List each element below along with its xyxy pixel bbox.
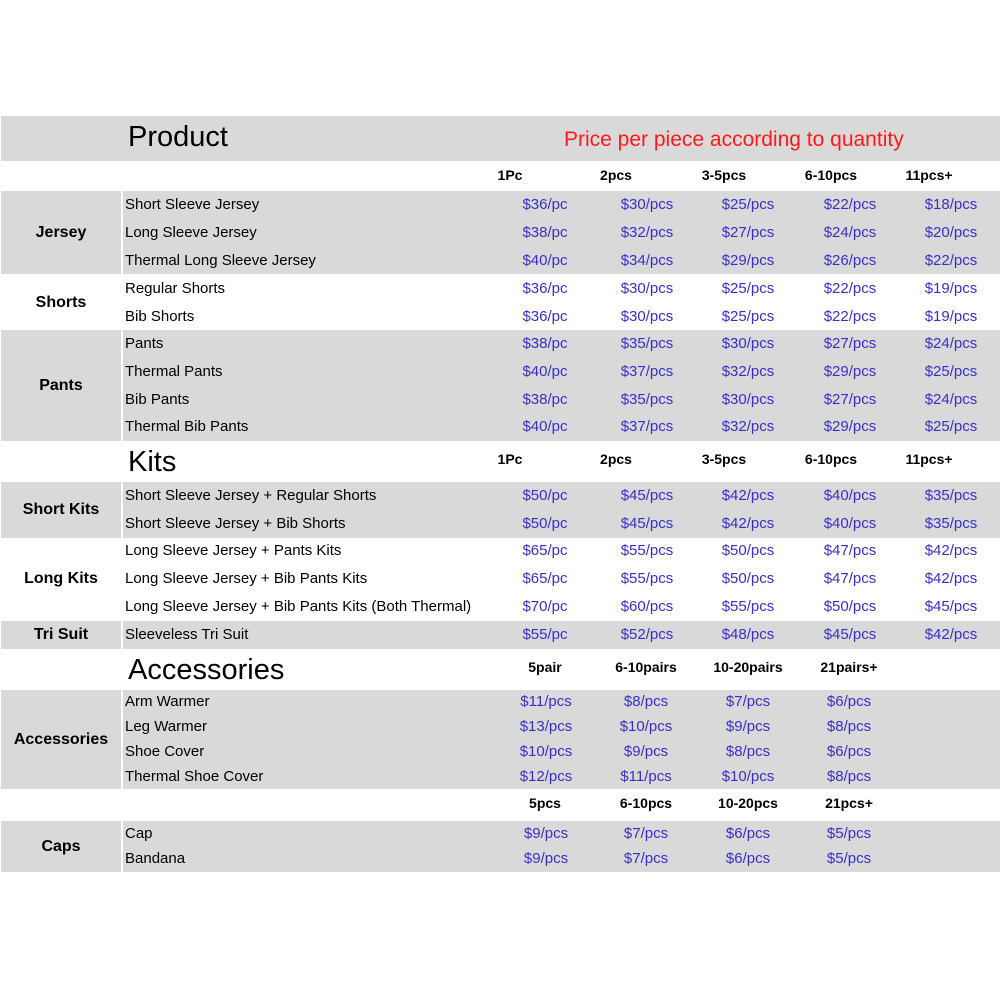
- price-note: Price per piece according to quantity: [564, 128, 904, 151]
- product-name: Sleeveless Tri Suit: [125, 625, 249, 643]
- category-label: Long Kits: [24, 569, 98, 587]
- price-cell: $25/pcs: [721, 307, 775, 325]
- price-cell: $35/pcs: [620, 334, 674, 352]
- price-cell: $26/pcs: [823, 251, 877, 269]
- price-cell: $47/pcs: [823, 569, 877, 587]
- price-cell: $24/pcs: [823, 223, 877, 241]
- price-cell: $8/pcs: [826, 767, 872, 785]
- price-cell: $9/pcs: [523, 850, 569, 868]
- price-cell: $5/pcs: [826, 850, 872, 868]
- price-cell: $65/pc: [522, 569, 568, 587]
- price-cell: $50/pcs: [721, 541, 775, 559]
- price-cell: $10/pcs: [721, 767, 775, 785]
- section-title: Kits: [128, 446, 177, 478]
- price-cell: $60/pcs: [620, 597, 674, 615]
- product-title: Product: [128, 121, 228, 153]
- product-name: Short Sleeve Jersey + Regular Shorts: [125, 486, 377, 504]
- price-cell: $12/pcs: [519, 767, 573, 785]
- category-label: Short Kits: [22, 501, 100, 518]
- price-cell: $7/pcs: [623, 850, 669, 868]
- product-name: Long Sleeve Jersey + Bib Pants Kits (Both Thermal): [125, 597, 472, 615]
- quantity-header: 21pcs+: [825, 795, 873, 811]
- price-cell: $38/pc: [522, 223, 568, 241]
- quantity-header: 6-10pcs: [804, 167, 858, 183]
- price-cell: $7/pcs: [725, 693, 771, 711]
- price-cell: $42/pcs: [721, 486, 775, 504]
- price-cell: $40/pcs: [823, 514, 877, 532]
- quantity-header: 6-10pcs: [804, 451, 858, 467]
- price-cell: $9/pcs: [725, 718, 771, 736]
- price-cell: $6/pcs: [826, 693, 872, 711]
- category-label: Caps: [41, 837, 81, 855]
- price-cell: $36/pc: [522, 195, 568, 213]
- product-name: Thermal Pants: [125, 362, 223, 380]
- price-cell: $11/pcs: [520, 693, 572, 711]
- quantity-header: 3-5pcs: [701, 451, 747, 467]
- section-title: Accessories: [128, 654, 285, 686]
- quantity-header: 21pairs+: [820, 659, 878, 675]
- quantity-header: 5pcs: [529, 795, 561, 811]
- price-cell: $42/pcs: [721, 514, 775, 532]
- price-cell: $32/pcs: [721, 362, 775, 380]
- product-name: Long Sleeve Jersey + Bib Pants Kits: [125, 569, 368, 587]
- price-cell: $50/pcs: [721, 569, 775, 587]
- price-cell: $50/pcs: [823, 597, 877, 615]
- quantity-header: 6-10pairs: [615, 659, 677, 675]
- price-cell: $55/pcs: [620, 569, 674, 587]
- price-cell: $45/pcs: [924, 597, 978, 615]
- price-cell: $40/pcs: [823, 486, 877, 504]
- price-cell: $22/pcs: [823, 279, 877, 297]
- product-name: Short Sleeve Jersey: [125, 195, 260, 213]
- price-cell: $9/pcs: [523, 824, 569, 842]
- price-cell: $50/pc: [522, 486, 568, 504]
- price-cell: $35/pcs: [620, 390, 674, 408]
- price-cell: $19/pcs: [924, 279, 978, 297]
- product-name: Bib Pants: [125, 390, 190, 408]
- price-cell: $29/pcs: [823, 362, 877, 380]
- price-cell: $19/pcs: [924, 307, 978, 325]
- price-cell: $52/pcs: [620, 625, 674, 643]
- price-cell: $38/pc: [522, 390, 568, 408]
- quantity-header: 2pcs: [600, 167, 632, 183]
- quantity-header: 1Pc: [497, 451, 523, 467]
- category-label: Tri Suit: [33, 626, 89, 643]
- price-cell: $32/pcs: [620, 223, 674, 241]
- price-cell: $24/pcs: [924, 334, 978, 352]
- price-cell: $40/pc: [522, 418, 568, 436]
- category-label: Shorts: [35, 294, 87, 311]
- price-cell: $8/pcs: [623, 693, 669, 711]
- price-cell: $38/pc: [522, 334, 568, 352]
- price-cell: $27/pcs: [721, 223, 775, 241]
- price-cell: $35/pcs: [924, 514, 978, 532]
- product-name: Long Sleeve Jersey + Pants Kits: [125, 541, 342, 559]
- price-cell: $42/pcs: [924, 541, 978, 559]
- price-cell: $45/pcs: [620, 514, 674, 532]
- product-name: Leg Warmer: [125, 718, 207, 736]
- price-cell: $10/pcs: [519, 743, 573, 760]
- price-cell: $45/pcs: [823, 625, 877, 643]
- price-cell: $30/pcs: [620, 195, 674, 213]
- price-cell: $25/pcs: [924, 418, 978, 436]
- price-cell: $36/pc: [522, 279, 568, 297]
- price-cell: $47/pcs: [823, 541, 877, 559]
- price-cell: $70/pc: [522, 597, 568, 615]
- price-cell: $42/pcs: [924, 625, 978, 643]
- price-cell: $6/pcs: [725, 824, 771, 842]
- price-cell: $55/pcs: [620, 541, 674, 559]
- quantity-header: 11pcs+: [905, 451, 953, 467]
- product-name: Thermal Bib Pants: [125, 418, 249, 436]
- category-label: Jersey: [35, 223, 87, 241]
- quantity-header: 2pcs: [600, 451, 632, 467]
- price-cell: $40/pc: [522, 362, 568, 380]
- product-name: Cap: [125, 824, 153, 842]
- price-cell: $35/pcs: [924, 486, 978, 504]
- quantity-header: 3-5pcs: [701, 167, 747, 183]
- price-cell: $22/pcs: [823, 307, 877, 325]
- product-name: Thermal Long Sleeve Jersey: [125, 251, 316, 269]
- price-cell: $27/pcs: [823, 390, 877, 408]
- price-cell: $24/pcs: [924, 390, 978, 408]
- price-cell: $48/pcs: [721, 625, 775, 643]
- product-name: Pants: [125, 334, 164, 352]
- price-cell: $45/pcs: [620, 486, 674, 504]
- category-label: Accessories: [13, 730, 109, 748]
- price-cell: $42/pcs: [924, 569, 978, 587]
- product-name: Bib Shorts: [125, 307, 195, 325]
- product-name: Arm Warmer: [125, 693, 210, 711]
- category-label: Pants: [39, 376, 83, 394]
- product-name: Long Sleeve Jersey: [125, 223, 257, 241]
- price-cell: $25/pcs: [721, 279, 775, 297]
- price-cell: $37/pcs: [620, 362, 674, 380]
- price-cell: $40/pc: [522, 251, 568, 269]
- price-cell: $25/pcs: [721, 195, 775, 213]
- price-cell: $8/pcs: [826, 718, 872, 736]
- quantity-header: 11pcs+: [905, 167, 953, 183]
- quantity-header: 10-20pcs: [718, 795, 778, 811]
- quantity-header: 10-20pairs: [713, 659, 783, 675]
- price-cell: $50/pc: [522, 514, 568, 532]
- price-cell: $32/pcs: [721, 418, 775, 436]
- price-cell: $29/pcs: [721, 251, 775, 269]
- quantity-header: 6-10pcs: [619, 795, 673, 811]
- product-name: Bandana: [125, 850, 186, 868]
- product-name: Regular Shorts: [125, 279, 226, 297]
- price-cell: $5/pcs: [826, 824, 872, 842]
- price-cell: $11/pcs: [620, 767, 672, 785]
- price-cell: $36/pc: [522, 307, 568, 325]
- quantity-header: 5pair: [528, 659, 562, 675]
- price-cell: $55/pcs: [721, 597, 775, 615]
- price-cell: $20/pcs: [924, 223, 978, 241]
- price-cell: $7/pcs: [623, 824, 669, 842]
- price-cell: $29/pcs: [823, 418, 877, 436]
- price-cell: $9/pcs: [623, 743, 669, 760]
- price-cell: $30/pcs: [620, 307, 674, 325]
- product-name: Short Sleeve Jersey + Bib Shorts: [125, 514, 346, 532]
- price-cell: $18/pcs: [924, 195, 978, 213]
- price-cell: $34/pcs: [620, 251, 674, 269]
- price-cell: $37/pcs: [620, 418, 674, 436]
- price-cell: $65/pc: [522, 541, 568, 559]
- price-cell: $13/pcs: [519, 718, 573, 736]
- quantity-header: 1Pc: [497, 167, 523, 183]
- product-name: Shoe Cover: [125, 743, 205, 760]
- price-cell: $30/pcs: [721, 334, 775, 352]
- price-cell: $8/pcs: [725, 743, 771, 760]
- price-cell: $25/pcs: [924, 362, 978, 380]
- price-cell: $30/pcs: [721, 390, 775, 408]
- price-cell: $27/pcs: [823, 334, 877, 352]
- price-cell: $10/pcs: [619, 718, 673, 736]
- price-cell: $6/pcs: [725, 850, 771, 868]
- price-cell: $55/pc: [522, 625, 568, 643]
- price-cell: $30/pcs: [620, 279, 674, 297]
- price-cell: $22/pcs: [924, 251, 978, 269]
- product-name: Thermal Shoe Cover: [125, 767, 264, 785]
- price-cell: $6/pcs: [826, 743, 872, 760]
- price-cell: $22/pcs: [823, 195, 877, 213]
